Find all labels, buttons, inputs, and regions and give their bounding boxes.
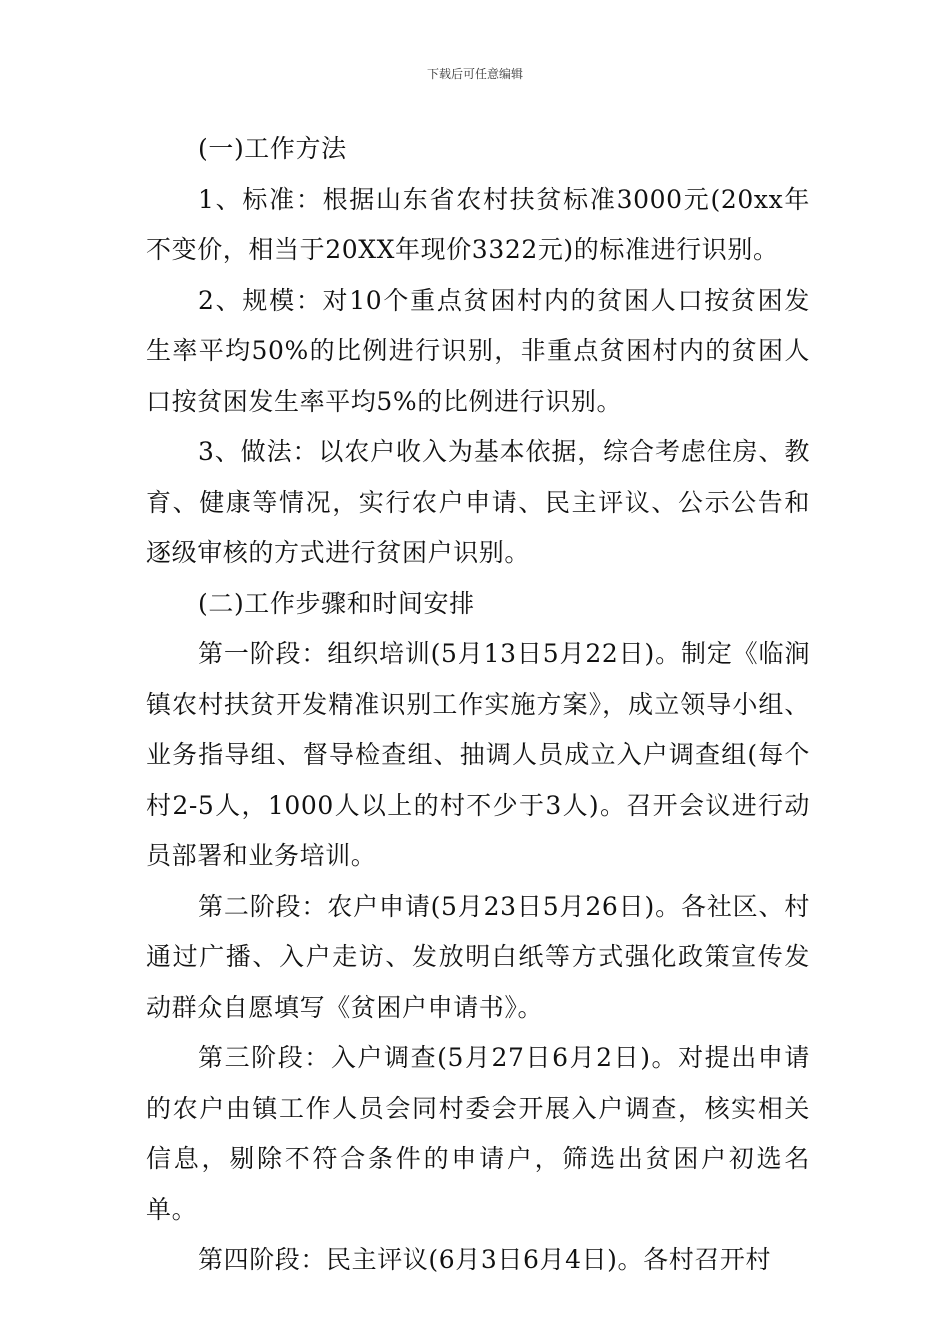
section-heading-steps: (二)工作步骤和时间安排: [198, 588, 475, 618]
section-heading-methods: (一)工作方法: [198, 134, 347, 163]
paragraph-stage-two: 第二阶段：农户申请(5月23日5月26日)。各社区、村通过广播、入户走访、发放明白纸等方式强化政策宣传发动群众自愿填写《贫困户申请书》。: [146, 891, 810, 1022]
paragraph-stage-one: 第一阶段：组织培训(5月13日5月22日)。制定《临涧镇农村扶贫开发精准识别工作实施方案》，成立领导小组、业务指导组、督导检查组、抽调人员成立入户调查组(每个村2-5人，1000人以上的村不少于3人)。召开会议进行动员部署和业务培训。: [146, 639, 810, 870]
paragraph-scale: 2、规模：对10个重点贫困村内的贫困人口按贫困发生率平均50%的比例进行识别，非重点贫困村内的贫困人口按贫困发生率平均5%的比例进行识别。: [146, 285, 810, 416]
paragraph-approach: 3、做法：以农户收入为基本依据，综合考虑住房、教育、健康等情况，实行农户申请、民主评议、公示公告和逐级审核的方式进行贫困户识别。: [146, 437, 810, 567]
paragraph-stage-four: 第四阶段：民主评议(6月3日6月4日)。各村召开村: [198, 1245, 772, 1274]
paragraph-stage-three: 第三阶段：入户调查(5月27日6月2日)。对提出申请的农户由镇工作人员会同村委会开展入户调查，核实相关信息，剔除不符合条件的申请户，筛选出贫困户初选名单。: [146, 1043, 810, 1224]
paragraph-standard: 1、标准：根据山东省农村扶贫标准3000元(20xx年不变价，相当于20XX年现价3322元)的标准进行识别。: [146, 184, 810, 264]
page-header: 下载后可任意编辑: [426, 67, 523, 81]
document-body: [146, 124, 810, 1286]
